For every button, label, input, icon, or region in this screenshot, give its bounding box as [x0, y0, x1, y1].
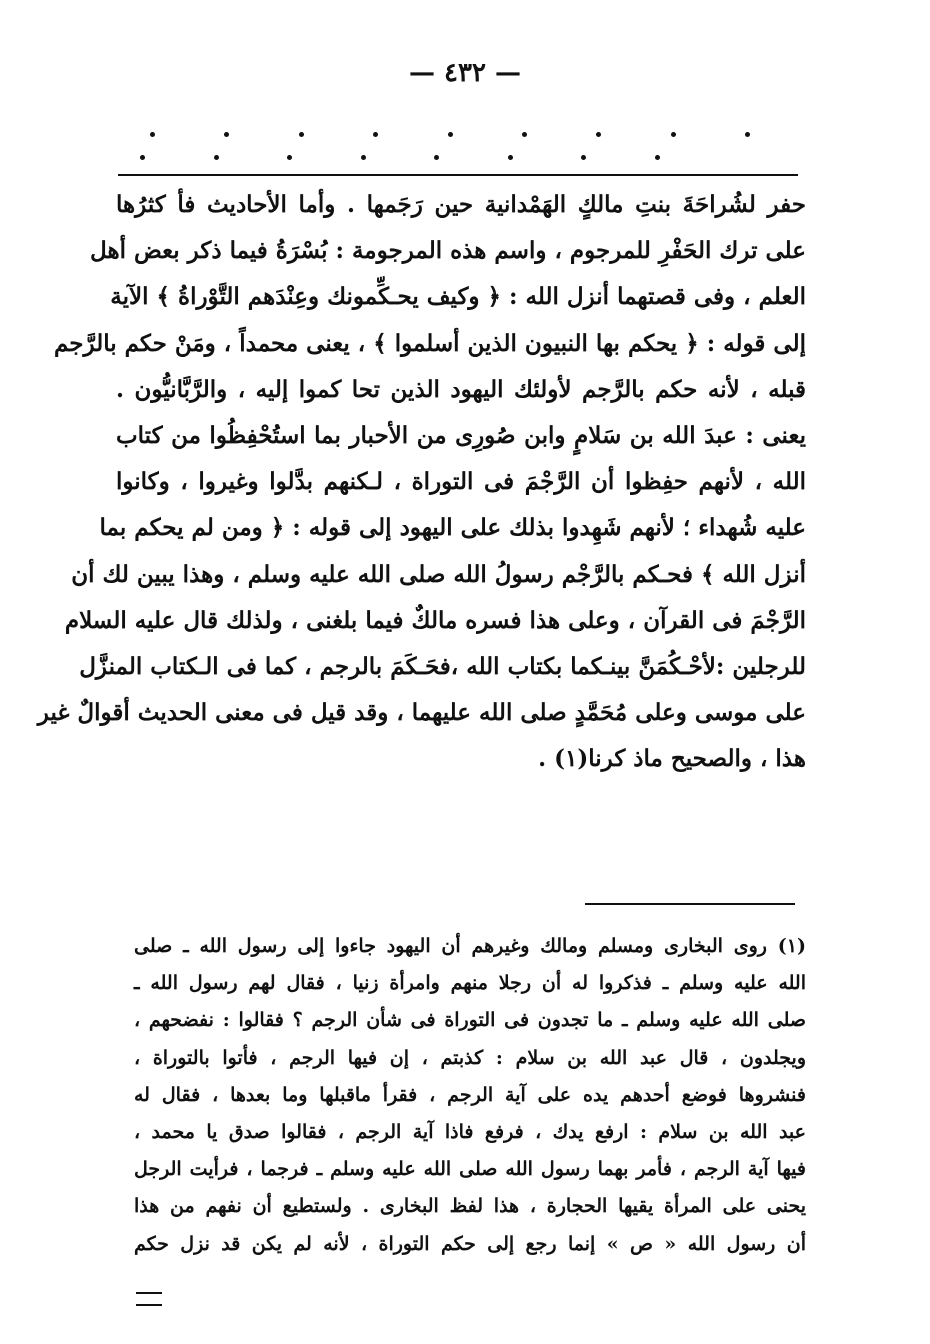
dot — [581, 155, 586, 160]
main-text — [37, 182, 806, 783]
footnote-line: صلى الله عليه وسلم ـ ما تجدون فى التوراة فى شأن الرجم ؟ فقالوا : نفضحهم ، — [134, 1009, 806, 1032]
text-line: عليه شُهداء ؛ لأنهم شَهِدوا بذلك على اليهود إلى قوله : ﴿ ومن لم يحكم بما — [99, 514, 806, 542]
dot — [287, 155, 292, 160]
dot — [373, 132, 378, 137]
text-line: قبله ، لأنه حكم بالرَّجم لأولئك اليهود الذين تحا كموا إليه ، والرَّبَّانيُّون . — [116, 375, 806, 403]
footnote-line: فيها آية الرجم ، فأمر بهما رسول الله صلى الله عليه وسلم ـ فرجما ، فرأيت الرجل — [134, 1158, 806, 1181]
text-line: أنزل الله ﴾ فحـكم بالرَّجْم رسولُ الله صلى الله عليه وسلم ، وهذا يبين لك أن — [71, 560, 806, 588]
text-line: حفر لشُراحَةَ بنتِ مالكٍ الهَمْدانية حين رَجَمها . وأما الأحاديث فأ كثرُها — [116, 191, 806, 218]
text-line: على ترك الحَفْرِ للمرجوم ، واسم هذه المرجومة : بُسْرَةُ فيما ذكر بعض أهل — [90, 237, 806, 265]
text-line: على موسى وعلى مُحَمَّدٍ صلى الله عليهما ، وقد قيل فى معنى الحديث أقوالٌ غير — [37, 699, 806, 727]
footnote-line: عبد الله بن سلام : ارفع يدك ، فرفع فاذا آية الرجم ، فقالوا صدق يا محمد ، — [134, 1121, 806, 1144]
dot — [150, 132, 155, 137]
dot — [448, 132, 453, 137]
footnote — [134, 928, 806, 1263]
dot — [596, 132, 601, 137]
footnote-line: يحنى على المرأة يقيها الحجارة ، هذا لفظ البخارى . ولستطيع أن نفهم من هذا — [134, 1195, 806, 1218]
dot — [224, 132, 229, 137]
dot — [214, 155, 219, 160]
text-line: هذا ، والصحيح ماذ كرنا(١) . — [538, 745, 806, 773]
text-line: الرَّجْمَ فى القرآن ، وعلى هذا فسره مالكٌ فيما بلغنى ، ولذلك قال عليه السلام — [64, 606, 806, 634]
page-number: — ٤٣٢ — — [408, 58, 522, 88]
dot — [745, 132, 750, 137]
dot — [140, 155, 145, 160]
dot — [522, 132, 527, 137]
footnote-line: أن رسول الله « ص » إنما رجع إلى حكم التوراة ، لأنه لم يكن قد نزل حكم — [134, 1232, 807, 1255]
text-line: الله ، لأنهم حفِظوا أن الرَّجْمَ فى التوراة ، لـكنهم بدَّلوا وغيروا ، وكانوا — [116, 468, 806, 496]
dot — [671, 132, 676, 137]
dot — [299, 132, 304, 137]
dot-ornament-row — [140, 147, 660, 167]
dot — [361, 155, 366, 160]
footnote-line: ويجلدون ، قال عبد الله بن سلام : كذبتم ، إن فيها الرجم ، فأتوا بالتوراة ، — [134, 1046, 806, 1069]
footnote-line: الله عليه وسلم ـ فذكروا له أن رجلا منهم وامرأة زنيا ، فقال لهم رسول الله ـ — [134, 972, 806, 995]
text-line: إلى قوله : ﴿ يحكم بها النبيون الذين أسلموا ﴾ ، يعنى محمداً ، ومَنْ حكم بالرَّجم — [53, 329, 806, 357]
footnote-line: (١) روى البخارى ومسلم ومالك وغيرهم أن اليهود جاءوا إلى رسول الله ـ صلى — [134, 935, 806, 957]
header-rule — [118, 174, 798, 176]
dot — [508, 155, 513, 160]
footnote-separator — [585, 903, 795, 905]
text-line: يعنى : عبدَ الله بن سَلامٍ وابن صُورِى من الأحبار بما استُحْفِظُوا من كتاب — [116, 422, 806, 450]
text-line: العلم ، وفى قصتهما أنزل الله : ﴿ وكيف يحـكِّمونك وعِنْدَهم التَّوْراةُ ﴾ الآية — [110, 283, 806, 311]
continuation-mark — [136, 1292, 162, 1306]
dot — [655, 155, 660, 160]
footnote-line: فنشروها فوضع أحدهم يده على آية الرجم ، فقرأ ماقبلها وما بعدها ، فقال له — [134, 1083, 806, 1106]
dot — [434, 155, 439, 160]
text-line: للرجلين :لأحْـكُمَنَّ بينـكما بكتاب الله ،فحَـكَمَ بالرجم ، كما فى الـكتاب المنزَّل — [79, 653, 806, 681]
dot-ornament-row — [150, 124, 750, 144]
